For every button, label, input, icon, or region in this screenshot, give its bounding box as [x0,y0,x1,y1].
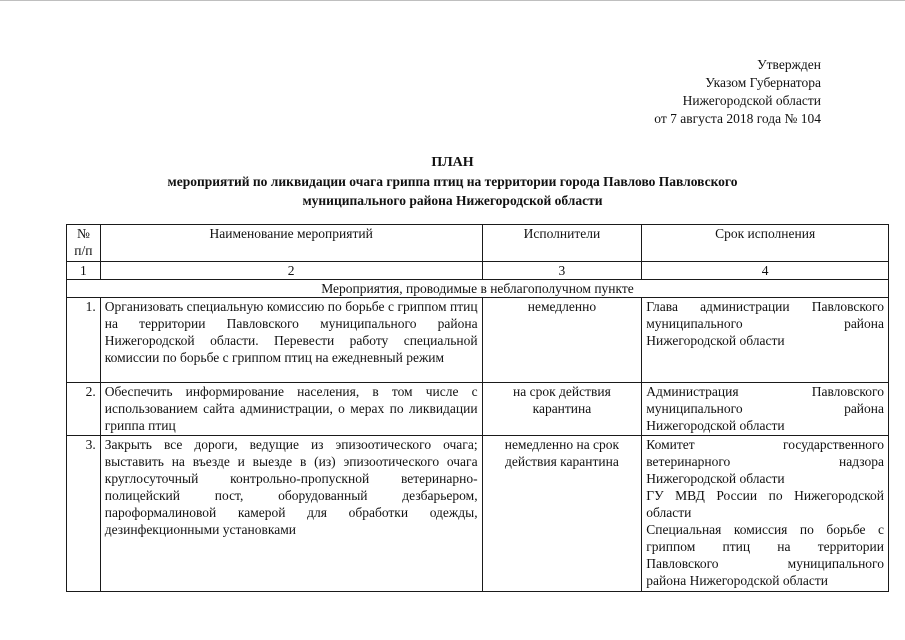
header-num [67,225,101,262]
executors-line: на срок действия [505,437,620,469]
term-line: Специальная комиссия по борьбе с гриппом птиц на территории Павловского муниципального [646,522,884,571]
term-line: Нижегородской области [646,418,785,433]
title-line: муниципального района Нижегородской области [302,193,603,208]
term-line: Комитет государственного ветеринарного надзора [646,437,884,469]
header-name: Наименование мероприятий [100,225,482,262]
header-term: Срок исполнения [642,225,889,262]
title-heading: ПЛАН [431,155,474,170]
table-header-row [67,225,889,262]
row-activity: Обеспечить информирование населения, в том числе с использованием сайта администрации, о мерах по ликвидации гриппа птиц [100,383,482,436]
approval-line: Указом Губернатора [705,75,821,90]
page-top-edge [0,0,905,1]
approval-stamp [654,56,821,128]
row-term [642,298,889,383]
row-activity: Закрыть все дороги, ведущие из эпизоотического очага; выставить на въезде и выезде в (из) эпизоотического очага круглосуточный контрольно-пропускной ветеринарно-полицейский пост, оборудованный дезбарьером, пароформалиновой камерой для обработки одежды, дезинфекционными установками [100,436,482,592]
header-num-label: п/п [74,243,93,258]
row-number: 2. [67,383,101,436]
term-line: Администрация Павловского муниципального района [646,384,884,416]
table-row [67,298,889,383]
executors-line: немедленно [504,437,574,452]
row-activity: Организовать специальную комиссию по борьбе с гриппом птиц на территории Павловского муниципального района Нижегородской области. Перевести работу специальной комиссии по борьбе с гриппом птиц на ежедневный режим [100,298,482,383]
document-title [0,153,905,210]
column-number: 4 [642,262,889,280]
approval-line: Нижегородской области [682,93,821,108]
executors-line: карантина [532,401,592,416]
term-line: Нижегородской области [646,471,785,486]
row-executors [482,436,642,592]
row-number: 1. [67,298,101,383]
approval-date-line: от 7 августа 2018 года № 104 [654,111,821,126]
column-number-row [67,262,889,280]
header-num-symbol: № [76,226,90,241]
executors-line: карантина [560,454,619,469]
term-line: района Нижегородской области [646,573,828,588]
table-row [67,383,889,436]
term-line: ГУ МВД России по Нижегородской области [646,488,884,520]
column-number: 3 [482,262,642,280]
table-row [67,436,889,592]
title-line: мероприятий по ликвидации очага гриппа птиц на территории города Павлово Павловского [167,174,738,189]
section-row [67,280,889,298]
executors-line: на срок действия [513,384,611,399]
approval-line: Утвержден [757,57,821,72]
row-term [642,436,889,592]
row-executors: немедленно [482,298,642,383]
column-number: 2 [100,262,482,280]
row-executors [482,383,642,436]
row-number: 3. [67,436,101,592]
column-number: 1 [67,262,101,280]
term-line: Нижегородской области [646,333,785,348]
section-title: Мероприятия, проводимые в неблагополучном пункте [67,280,889,298]
row-term [642,383,889,436]
plan-table [66,224,889,592]
term-line: Глава администрации Павловского муниципального района [646,299,884,331]
header-executors: Исполнители [482,225,642,262]
